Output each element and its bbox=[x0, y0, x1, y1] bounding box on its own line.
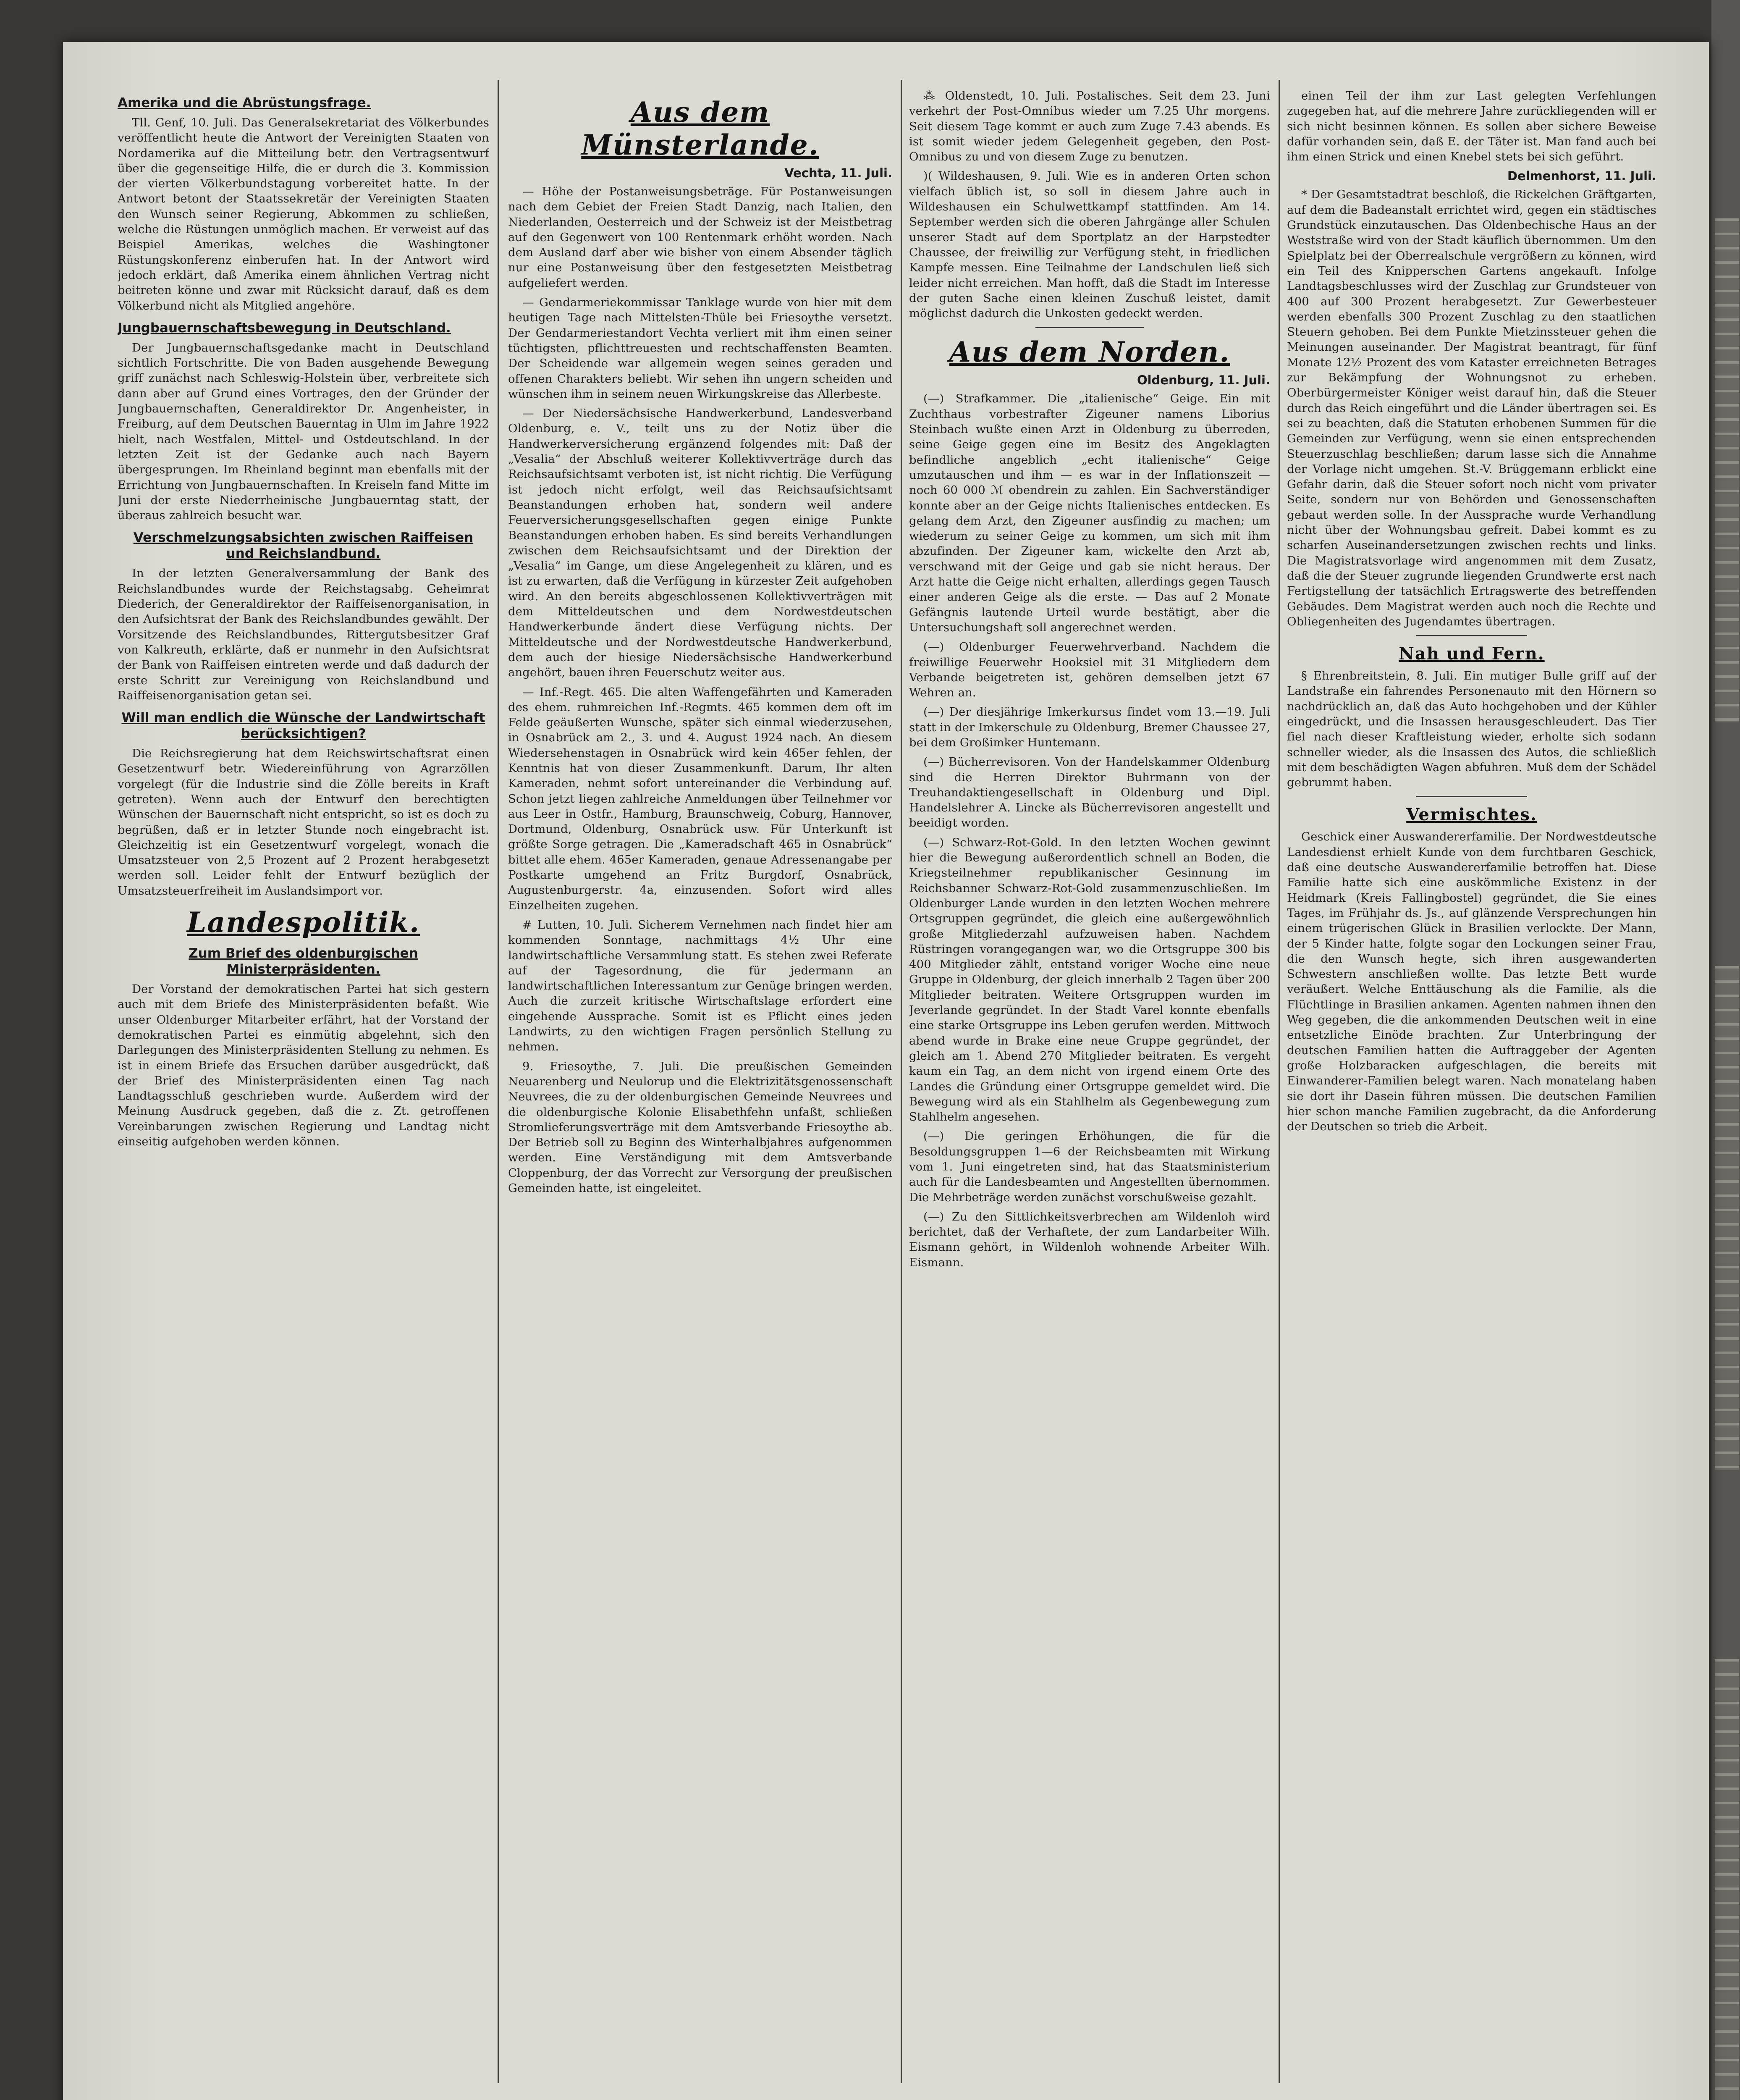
dateline-delmenhorst: Delmenhorst, 11. Juli. bbox=[1507, 169, 1656, 184]
column-rule bbox=[498, 80, 499, 2083]
article-strafkammer: (—) Strafkammer. Die „italienische“ Geige. Ein mit Zuchthaus vorbestrafter Zigeuner namens Liborius Steinbach wußte einen Arzt in Oldenburg zu überreden, seine Geige gegen eine im Besitz des Angeklagten befindliche angeblich „echt italienische“ Geige umzutauschen und ihm — es war in der Inflationszeit — noch 60 000 ℳ obendrein zu zahlen. Ein Sachverständiger konnte aber an der Geige nichts Italienisches entdecken. Es gelang dem Arzt, den Zigeuner ausfindig zu machen; um wiederum zu seiner Geige zu kommen, um sich mit ihm abzufinden. Der Zigeuner kam, wickelte den Arzt ab, verschwand mit der Geige und gab sie nicht heraus. Der Arzt hatte die Geige nicht erhalten, allerdings gegen Tausch einer anderen Geige als die erste. — Das auf 2 Monate Gefängnis lautende Urteil wurde bestätigt, aber die Untersuchungshaft soll angerechnet werden. bbox=[909, 392, 1270, 634]
separator bbox=[1035, 327, 1144, 328]
column-1 bbox=[118, 88, 489, 2096]
adjacent-page-fragment bbox=[1715, 218, 1739, 722]
separator bbox=[1416, 635, 1527, 636]
section-title-landespolitik: Landespolitik. bbox=[186, 906, 420, 939]
section-title-vermischtes: Vermischtes. bbox=[1406, 805, 1537, 825]
article-ehrenbreitstein: § Ehrenbreitstein, 8. Juli. Ein mutiger Bulle griff auf der Landstraße ein fahrendes Personenauto mit den Hörnern so nachdrücklich an, daß das Auto hochgehoben und der Kühler eingedrückt, und die Insassen herausgeschleudert. Das Tier fiel nach dieser Kraftleistung wieder, erholte sich sodann schneller wieder, als die Insassen des Autos, die schließlich mit dem beschädigten Wagen abfuhren. Muß dem der Schädel gebrummt haben. bbox=[1287, 669, 1656, 790]
article-feuerwehr: (—) Oldenburger Feuerwehrverband. Nachdem die freiwillige Feuerwehr Hooksiel mit 31 Mitgliedern dem Verbande beigetreten ist, gehören demselben jetzt 67 Wehren an. bbox=[909, 640, 1270, 700]
article-jungbauern: Der Jungbauernschaftsgedanke macht in Deutschland sichtlich Fortschritte. Die von Baden ausgehende Bewegung griff zunächst nach Schleswig-Holstein über, verbreitete sich dann aber auf Grund eines Vortrages, den der Gründer der Jungbauernschaften, Generaldirektor Dr. Angenheister, in Freiburg, auf dem Deutschen Bauerntag in Ulm im Jahre 1922 hielt, nach Westfalen, Mittel- und Ostdeutschland. In der letzten Zeit ist der Gedanke auch nach Bayern übergesprungen. Im Rheinland beginnt man ebenfalls mit der Errichtung von Jungbauernschaften. In Kreiseln fand Mitte im Juni der erste Niederrheinische Jungbauerntag statt, der überaus zahlreich besucht war. bbox=[118, 341, 489, 522]
separator bbox=[1416, 796, 1527, 797]
article-gesamtstadtrat: * Der Gesamtstadtrat beschloß, die Rickelchen Gräftgarten, auf dem die Badeanstalt errichtet wird, gegen ein städtisches Grundstück einzutauschen. Das Oldenbechische Haus an der Weststraße wird von der Stadt käuflich übernommen. Um den Spielplatz bei der Oberrealschule vergrößern zu können, wird ein Teil des Knipperschen Gartens angekauft. Infolge Landtagsbeschlusses wird der Zuschlag zur Grundsteuer von 400 auf 300 Prozent herabgesetzt. Zur Gewerbesteuer werden ebenfalls 300 Prozent Zuschlag zu den staatlichen Steuern gehoben. Bei dem Punkte Mietzinssteuer gehen die Meinungen auseinander. Der Magistrat beantragt, für fünf Monate 12½ Prozent des vom Kataster erreichneten Betrages zur Bekämpfung der Wohnungsnot zu erheben. Oberbürgermeister Königer weist darauf hin, daß die Steuer durch das Reich eingeführt und die Länder übertragen sei. Es sei zu beachten, daß die Statuten erhobenen Summen für die Gemeinden zur Verfügung, wenn sie einen entsprechenden Steuerzuschlag beschließen; darum lasse sich die Annahme der Vorlage nicht umgehen. St.-V. Brüggemann erblickt eine Gefahr darin, daß die Steuer sofort noch nicht vom privater Seite, sondern nur von Behörden und Genossenschaften gebaut werden solle. In der Aussprache wurde Verhandlung nicht über der Wohnungsbau gefreit. Dabei kommt es zu scharfen Auseinandersetzungen zwischen rechts und links. Die Magistratsvorlage wird angenommen mit dem Zusatz, daß die der Steuer zugrunde liegenden Grundwerte erst nach Fertigstellung der tatsächlich Ertragswerte des betreffenden Gebäudes. Dem Magistrat werden auch noch die Rechte und Obliegenheiten des Jugendamtes übertragen. bbox=[1287, 188, 1656, 628]
column-rule bbox=[901, 80, 902, 2083]
adjacent-page-fragment bbox=[1715, 966, 1739, 1470]
article-landwirtschaft: Die Reichsregierung hat dem Reichswirtschaftsrat einen Gesetzentwurf betr. Wiedereinführung von Agrarzöllen vorgelegt (für die Industrie sind die Zölle bereits in Kraft getreten). Wenn auch der Entwurf den berechtigten Wünschen der Bauernschaft nicht entspricht, so ist es doch zu begrüßen, daß er in letzter Stunde noch eingebracht ist. Gleichzeitig ist ein Gesetzentwurf vorgelegt, wonach die Umsatzsteuer von 2,5 Prozent auf 2 Prozent herabgesetzt werden soll. Leider fehlt der Entwurf bezüglich der Umsatzsteuerfreiheit im Auslandsimport vor. bbox=[118, 747, 489, 898]
article-schwarz-rot-gold: (—) Schwarz-Rot-Gold. In den letzten Wochen gewinnt hier die Bewegung außerordentlich schnell an Boden, die Kriegsteilnehmer republikanischer Gesinnung im Reichsbanner Schwarz-Rot-Gold zusammenzuschließen. Im Oldenburger Lande wurden in den letzten Wochen mehrere Ortsgruppen gegründet, die gleich eine außergewöhnlich große Mitgliederzahl aufzuweisen haben. Nachdem Rüstringen vorangegangen war, wo die Ortsgruppe 300 bis 400 Mitglieder zählt, entstand voriger Woche eine neue Gruppe in Oldenburg, der gleich innerhalb 2 Tagen über 200 Mitglieder beitraten. Weitere Ortsgruppen wurden im Jeverlande gegründet. In der Stadt Varel konnte ebenfalls eine starke Ortsgruppe ins Leben gerufen werden. Mittwoch abend wurde in Brake eine neue Gruppe gegründet, der gleich am 1. Abend 270 Mitglieder beitraten. Es vergeht kaum ein Tag, an dem nicht von irgend einem Orte des Landes die Gründung einer Ortsgruppe gemeldet wird. Die Bewegung wird als ein Stahlhelm als Gegenbewegung zum Stahlhelm angesehen. bbox=[909, 835, 1270, 1124]
headline-abruestung: Amerika und die Abrüstungsfrage. bbox=[118, 95, 371, 110]
column-rule bbox=[1279, 80, 1280, 2083]
headline-raiffeisen: Verschmelzungsabsichten zwischen Raiffeisen und Reichslandbund. bbox=[133, 530, 474, 562]
article-erhoehungen: (—) Die geringen Erhöhungen, die für die Besoldungsgruppen 1—6 der Reichsbeamten mit Wirkung vom 1. Juni eingetreten sind, hat das Staatsministerium auch für die Landesbeamten und Angestellten übernommen. Die Mehrbeträge werden zunächst vorschußweise gezahlt. bbox=[909, 1129, 1270, 1204]
article-gendarmerie: — Gendarmeriekommissar Tanklage wurde von hier mit dem heutigen Tage nach Mittelsten-Thüle bei Friesoythe versetzt. Der Gendarmeriestandort Vechta verliert mit ihm einen seiner tüchtigsten, pflichttreuesten und rechtschaffensten Beamten. Der Scheidende war allgemein wegen seines geraden und offenen Charakters beliebt. Wir sehen ihn ungern scheiden und wünschen ihm in seinem neuen Wirkungskreise das Allerbeste. bbox=[508, 296, 892, 401]
article-inf-regt: — Inf.-Regt. 465. Die alten Waffengefährten und Kameraden des ehem. ruhmreichen Inf.-Regmts. 465 kommen dem oft im Felde geäußerten Wunsche, später sich einmal wiederzusehen, in Osnabrück am 2., 3. und 4. August 1924 nach. An diesem Wiedersehenstagen in Osnabrück wird kein 465er fehlen, der Kenntnis hat von dieser Zusammenkunft. Darum, Ihr alten Kameraden, nehmt sofort untereinander die Verbindung auf. Schon jetzt liegen zahlreiche Anmeldungen über Teilnehmer vor aus Leer in Ostfr., Hamburg, Braunschweig, Coburg, Hannover, Dortmund, Oldenburg, Osnabrück usw. Für Unterkunft ist größte Sorge getragen. Die „Kameradschaft 465 in Osnabrück“ bittet alle ehem. 465er Kameraden, genaue Adressenangabe per Postkarte umgehend an Fritz Burgdorf, Osnabrück, Augustenburgerstr. 4a, einzusenden. Sofort wird alles Einzelheiten zugehen. bbox=[508, 685, 892, 912]
newspaper-page bbox=[63, 42, 1709, 2100]
article-wildenloh-cont: einen Teil der ihm zur Last gelegten Verfehlungen zugegeben hat, auf die mehrere Jahre zurückliegenden will er sich nicht besinnen können. Es sollen aber sichere Beweise dafür vorhanden sein, daß E. der Täter ist. Man fand auch bei ihm einen Strick und einen Knebel stets bei sich geführt. bbox=[1287, 89, 1656, 164]
headline-ministerpraesident: Zum Brief des oldenburgischen Ministerpräsidenten. bbox=[189, 946, 418, 977]
section-title-norden: Aus dem Norden. bbox=[949, 336, 1230, 369]
article-buecherrevisoren: (—) Bücherrevisoren. Von der Handelskammer Oldenburg sind die Herren Direktor Buhrmann von der Treuhandaktiengesellschaft in Oldenburg und Dipl. Handelslehrer A. Lincke als Bücherrevisoren angestellt und beeidigt worden. bbox=[909, 755, 1270, 830]
article-raiffeisen: In der letzten Generalversammlung der Bank des Reichslandbundes wurde der Reichstagsabg. Geheimrat Diederich, der Generaldirektor der Raiffeisenorganisation, in den Aufsichtsrat der Bank des Reichslandbundes gewählt. Der Vorsitzende des Reichslandbundes, Rittergutsbesitzer Graf von Kalkreuth, erklärte, daß er nunmehr in den Aufsichtsrat der Bank von Raiffeisen eintreten werde und daß dadurch der erste Schritt zur Vereinigung von Reichslandbund und Raiffeisenorganisation getan sei. bbox=[118, 567, 489, 702]
article-auswandererfamilie: Geschick einer Auswandererfamilie. Der Nordwestdeutsche Landesdienst erhielt Kunde von dem furchtbaren Geschick, daß eine deutsche Auswandererfamilie betroffen hat. Diese Familie hatte sich eine auskömmliche Existenz in der Heidmark (Kreis Fallingbostel) gegründet, die Sie eines Tages, im Frühjahr ds. Js., auf glänzende Versprechungen hin einem trügerischen Glück in Brasilien verlockte. Der Mann, der 5 Kinder hatte, folgte sogar den Lockungen seiner Frau, die den Wunsch hegte, sich ihren ausgewanderten Schwestern anschließen wollte. Das letzte Bett wurde veräußert. Welche Enttäuschung als die Familie, als die Flüchtlinge in Brasilien ankamen. Agenten nahmen ihnen den Weg gegeben, die die ankommenden Deutschen weit in eine entsetzliche Einöde brachten. Zur Unterbringung der deutschen Familien hatten die Auftraggeber der Agenten große Holzbaracken aufgeschlagen, die bereits mit Einwanderer-Familien belegt waren. Nach monatelang haben sie dort ihr Dasein führen müssen. Die deutschen Familien hier schon manche Familien zugebracht, da die Anforderung der Deutschen so trieb die Arbeit. bbox=[1287, 830, 1656, 1134]
section-title-muensterlande: Aus dem Münsterlande. bbox=[581, 96, 819, 161]
article-imkerkursus: (—) Der diesjährige Imkerkursus findet vom 13.—19. Juli statt in der Imkerschule zu Oldenburg, Bremer Chaussee 27, bei dem Großimker Huntemann. bbox=[909, 705, 1270, 749]
column-2 bbox=[508, 88, 892, 2096]
dateline-oldenburg: Oldenburg, 11. Juli. bbox=[1137, 373, 1270, 388]
article-friesoythe: 9. Friesoythe, 7. Juli. Die preußischen Gemeinden Neuarenberg und Neulorup und die Elektrizitätsgenossenschaft Neuvrees, die zu der oldenburgischen Gemeinde Neuvrees und die oldenburgische Kolonie Elisabethfehn unfaßt, schließen Stromlieferungsverträge mit dem Amtsverbande Friesoythe ab. Der Betrieb soll zu Beginn des Winterhalbjahres aufgenommen werden. Eine Verständigung mit dem Amtsverbande Cloppenburg, der das Vorrecht zur Versorgung der preußischen Gemeinden hatte, ist eingeleitet. bbox=[508, 1059, 892, 1195]
article-ministerpraesident: Der Vorstand der demokratischen Partei hat sich gestern auch mit dem Briefe des Ministerpräsidenten befaßt. Wie unser Oldenburger Mitarbeiter erfährt, hat der Vorstand der demokratischen Partei es einmütig abgelehnt, sich den Darlegungen des Ministerpräsidenten Stellung zu nehmen. Es ist in einem Briefe das Ersuchen darüber ausgedrückt, daß der Brief des Ministerpräsidenten einen Tag nach Landtagsschluß geschrieben wurde. Außerdem wird der Meinung Ausdruck gegeben, daß die z. Zt. getroffenen Vereinbarungen zwischen Regierung und Landtag nicht einseitig aufgehoben werden können. bbox=[118, 982, 489, 1149]
article-oldenstedt: ⁂ Oldenstedt, 10. Juli. Postalisches. Seit dem 23. Juni verkehrt der Post-Omnibus wieder um 7.25 Uhr morgens. Seit diesem Tage kommt er auch zum Zuge 7.43 abends. Es ist somit wieder jedem Gelegenheit gegeben, den Post-Omnibus zu und von diesem Zuge zu benutzen. bbox=[909, 89, 1270, 164]
adjacent-page-fragment bbox=[1715, 1659, 1739, 2100]
column-4 bbox=[1287, 88, 1656, 2096]
article-handwerkerbund: — Der Niedersächsische Handwerkerbund, Landesverband Oldenburg, e. V., teilt uns zu der Notiz über die Handwerkerversicherung ergänzend folgendes mit: Daß der „Vesalia“ der Abschluß weiterer Kollektivverträge durch das Reichsaufsichtsamt verboten ist, ist nicht richtig. Die Verfügung ist jedoch nicht erfolgt, weil das Reichsaufsichtsamt Beanstandungen erhoben hat, sondern weil andere Feuerversicherungsgesellschaften gegen einige Punkte Beanstandungen erhoben haben. Es sind bereits Verhandlungen zwischen dem Reichsaufsichtsamt und der Direktion der „Vesalia“ im Gange, um diese Angelegenheit zu klären, und es ist zu erwarten, daß die Verfügung in kürzester Zeit aufgehoben wird. An den bereits abgeschlossenen Kollektivverträgen mit dem Mitteldeutschen und dem Nordwestdeutschen Handwerkerbunde ändert diese Verfügung nichts. Der Mitteldeutsche und der Nordwestdeutsche Handwerkerbund, dem auch der hiesige Niedersächsische Handwerkerbund angehört, bauen ihren Feuerschutz weiter aus. bbox=[508, 407, 892, 680]
article-lutten: # Lutten, 10. Juli. Sicherem Vernehmen nach findet hier am kommenden Sonntage, nachmittags 4½ Uhr eine landwirtschaftliche Versammlung statt. Es stehen zwei Referate auf der Tagesordnung, die für jedermann an landwirtschaftlichen Interessantum zur Genüge bringen werden. Auch die zurzeit kritische Wirtschaftslage erfordert eine eingehende Aussprache. Somit ist es Pflicht eines jeden Landwirts, zu den wichtigen Fragen persönlich Stellung zu nehmen. bbox=[508, 918, 892, 1054]
headline-jungbauern: Jungbauernschaftsbewegung in Deutschland. bbox=[118, 320, 451, 336]
adjacent-page-edge bbox=[1711, 0, 1740, 2100]
dateline-vechta: Vechta, 11. Juli. bbox=[784, 166, 892, 180]
article-wildenloh: (—) Zu den Sittlichkeitsverbrechen am Wildenloh wird berichtet, daß der Verhaftete, der zum Landarbeiter Wilh. Eismann gehört, in Wildenloh wohnende Arbeiter Wilh. Eismann. bbox=[909, 1210, 1270, 1269]
headline-landwirtschaft: Will man endlich die Wünsche der Landwirtschaft berücksichtigen? bbox=[121, 710, 485, 742]
article-postanweisung: — Höhe der Postanweisungsbeträge. Für Postanweisungen nach dem Gebiet der Freien Stadt Danzig, nach Italien, den Niederlanden, Oesterreich und der Schweiz ist der Meistbetrag auf den Gegenwert von 100 Rentenmark erhöht worden. Nach dem Ausland darf aber wie bisher von einem Absender täglich nur eine Postanweisung über den festgesetzten Meistbetrag aufgeliefert werden. bbox=[508, 185, 892, 290]
section-title-nah-und-fern: Nah und Fern. bbox=[1399, 644, 1545, 664]
article-abruestung: Tll. Genf, 10. Juli. Das Generalsekretariat des Völkerbundes veröffentlicht heute die Antwort der Vereinigten Staaten von Nordamerika auf die Mitteilung betr. den Vertragsentwurf über die gegenseitige Hilfe, die er durch die 3. Kommission der vierten Völkerbundstagung vorbereitet hatte. In der Antwort betont der Staatssekretär der Vereinigten Staaten den Wunsch seiner Regierung, Abkommen zu schließen, welche die Rüstungen unmöglich machen. Er verweist auf das Beispiel Amerikas, welches die Washingtoner Rüstungskonferenz einberufen hat. In der Antwort wird jedoch erklärt, daß Amerika einem ähnlichen Vertrag nicht beitreten könne und zwar mit Rücksicht darauf, daß es dem Völkerbund nicht als Mitglied angehöre. bbox=[118, 116, 489, 312]
column-3 bbox=[909, 88, 1270, 2096]
article-wildeshausen: )( Wildeshausen, 9. Juli. Wie es in anderen Orten schon vielfach üblich ist, so soll in diesem Jahre auch in Wildeshausen ein Schulwettkampf stattfinden. Am 14. September werden sich die oberen Jahrgänge aller Schulen unserer Stadt auf dem Sportplatz an der Harpstedter Chaussee, der freiwillig zur Verfügung steht, in friedlichen Kampfe messen. Eine Teilnahme der Landschulen ließ sich leider nicht erreichen. Man hofft, daß die Stadt im Interesse der guten Sache einen kleinen Zuschuß leistet, damit möglichst dadurch die Unkosten gedeckt werden. bbox=[909, 169, 1270, 320]
